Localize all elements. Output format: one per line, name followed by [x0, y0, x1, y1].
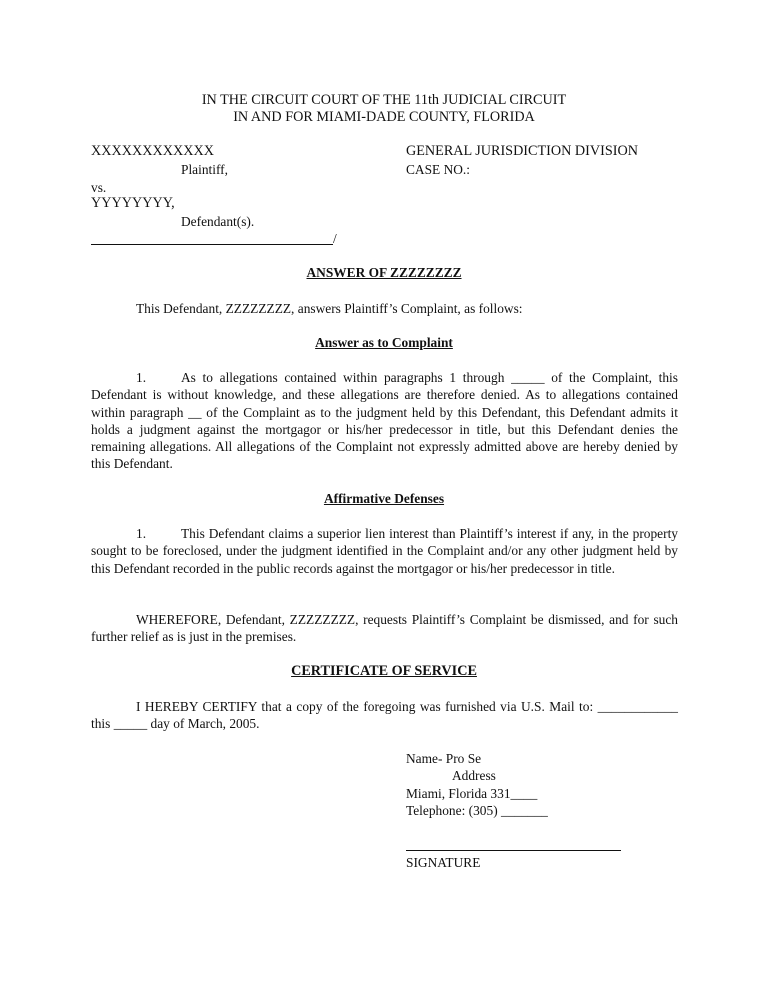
- answer-paragraph: As to allegations contained within paragraphs 1 through _____ of the Complaint, this Defendant is without knowledge, and these allegations are therefore denied. As to allegations contained within paragraph __ of the Complaint as to the judgment held by this Defendant, this Defendant admits it holds a judgment against the mortgagor or his/her predecessor in title, but this Defendant denies the remaining allegations. All allegations of the Complaint not expressly admitted above are hereby denied by this Defendant.: [91, 370, 678, 472]
- signer-address: Address: [452, 768, 496, 783]
- signature-label: SIGNATURE: [406, 855, 481, 870]
- case-number-label: CASE NO.:: [406, 162, 470, 177]
- defendant-label: Defendant(s).: [181, 214, 255, 229]
- vs-label: vs.: [91, 180, 107, 195]
- defense-paragraph-number: 1.: [136, 526, 147, 541]
- intro-paragraph: This Defendant, ZZZZZZZZ, answers Plaintiff’s Complaint, as follows:: [136, 301, 523, 316]
- court-name-line-1: IN THE CIRCUIT COURT OF THE 11th JUDICIAL CIRCUIT: [201, 92, 567, 108]
- signer-telephone: Telephone: (305) _______: [406, 803, 548, 818]
- defendant-name: YYYYYYYY,: [91, 195, 175, 211]
- defenses-heading: Affirmative Defenses: [323, 491, 445, 506]
- answer-paragraph-number: 1.: [136, 370, 147, 385]
- answer-heading: Answer as to Complaint: [315, 335, 453, 350]
- plaintiff-name: XXXXXXXXXXXX: [91, 143, 214, 159]
- court-name-line-2: IN AND FOR MIAMI-DADE COUNTY, FLORIDA: [233, 109, 535, 125]
- certificate-heading: CERTIFICATE OF SERVICE: [291, 663, 477, 679]
- caption-underline: [91, 244, 333, 245]
- caption-end-slash: /: [333, 231, 337, 246]
- certificate-paragraph: I HEREBY CERTIFY that a copy of the foregoing was furnished via U.S. Mail to: ____________ this _____ day of March, 2005.: [91, 699, 678, 732]
- signer-city: Miami, Florida 331____: [406, 786, 538, 801]
- signature-line: [406, 850, 621, 851]
- division-label: GENERAL JURISDICTION DIVISION: [406, 143, 638, 159]
- plaintiff-label: Plaintiff,: [181, 162, 228, 177]
- wherefore-paragraph: WHEREFORE, Defendant, ZZZZZZZZ, requests Plaintiff’s Complaint be dismissed, and for such further relief as is just in the premises.: [91, 612, 678, 645]
- signer-name: Name- Pro Se: [406, 751, 482, 766]
- defense-paragraph: This Defendant claims a superior lien interest than Plaintiff’s interest if any, in the property sought to be foreclosed, under the judgment identified in the Complaint and/or any other judgment held by this Defendant recorded in the public records against the mortgagor or his/her predecessor in title.: [91, 526, 678, 576]
- document-title: ANSWER OF ZZZZZZZZ: [306, 265, 462, 280]
